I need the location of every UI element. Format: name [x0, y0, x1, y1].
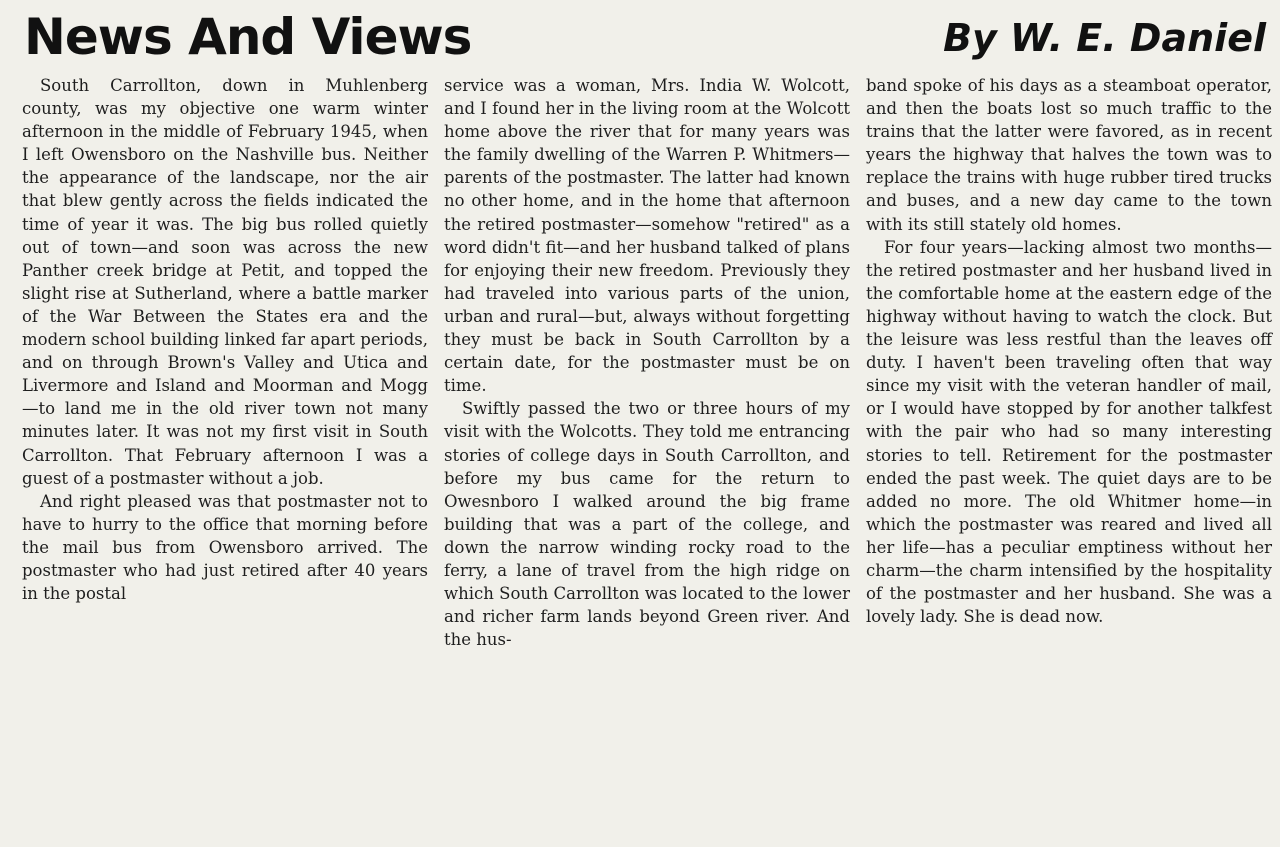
column-2-paragraph-1: service was a woman, Mrs. India W. Wolcott, and I found her in the living room at the Wolcott home above the river that for many years was the family dwelling of the Warren P. Whitmers—parents of the postmaster. The latter had known no other home, and in the home that afternoon the retired postmaster—somehow "retired" as a word didn't fit—and her husband talked of plans for enjoying their new freedom. Previously they had traveled into various parts of the union, urban and rural—but, always without forgetting they must be back in South Carrollton by a certain date, for the postmaster must be on time.: [444, 76, 850, 396]
column-3-paragraph-1: band spoke of his days as a steamboat operator, and then the boats lost so much traffic to the trains that the latter were favored, as in recent years the highway that halves the town was to replace the trains with huge rubber tired trucks and buses, and a new day came to the town with its still stately old homes.: [866, 76, 1272, 234]
article-column-2: [444, 74, 850, 651]
column-1-paragraph-1: South Carrollton, down in Muhlenberg county, was my objective one warm winter afternoon in the middle of February 1945, when I left Owensboro on the Nashville bus. Neither the appearance of the landscape, nor the air that blew gently across the fields indicated the time of year it was. The big bus rolled quietly out of town—and soon was across the new Panther creek bridge at Petit, and topped the slight rise at Sutherland, where a battle marker of the War Between the States era and the modern school building linked far apart periods, and on through Brown's Valley and Utica and Livermore and Island and Moorman and Mogg —to land me in the old river town not many minutes later. It was not my first visit in South Carrollton. That February afternoon I was a guest of a postmaster without a job.: [22, 76, 428, 488]
column-3-paragraph-2: For four years—lacking almost two months—the retired postmaster and her husband lived in the comfortable home at the eastern edge of the highway without having to watch the clock. But the leisure was less restful than the leaves off duty. I haven't been traveling often that way since my visit with the veteran handler of mail, or I would have stopped by for another talkfest with the pair who had so many interesting stories to tell. Retirement for the postmaster ended the past week. The quiet days are to be added no more. The old Whitmer home—in which the postmaster was reared and lived all her life—has a peculiar emptiness without her charm—the charm intensified by the hospitality of the postmaster and her husband. She was a lovely lady. She is dead now.: [866, 237, 1272, 627]
article-column-1: [22, 74, 428, 605]
column-2-paragraph-2: Swiftly passed the two or three hours of my visit with the Wolcotts. They told me entrancing stories of college days in South Carrollton, and before my bus came for the return to Owesnboro I walked around the big frame building that was a part of the college, and down the narrow winding rocky road to the ferry, a lane of travel from the high ridge on which South Carrollton was located to the lower and richer farm lands beyond Green river. And the hus-: [444, 399, 850, 650]
column-1-paragraph-2: And right pleased was that postmaster not to have to hurry to the office that morning before the mail bus from Owensboro arrived. The postmaster who had just retired after 40 years in the postal: [22, 491, 428, 604]
article-byline: By W. E. Daniel: [943, 16, 1266, 60]
article-column-3: [866, 74, 1272, 628]
article-headline: News And Views: [24, 8, 472, 66]
